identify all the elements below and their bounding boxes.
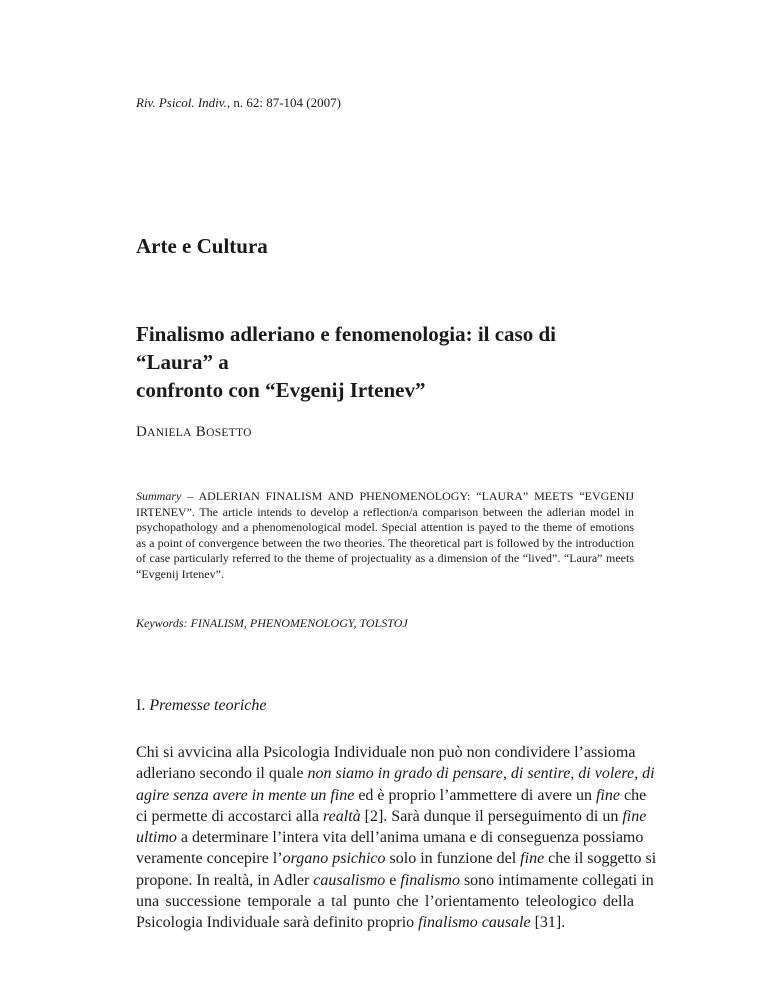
body-italic-span: fine	[622, 807, 647, 825]
body-italic-span: fine	[595, 786, 620, 804]
body-text-span: veramente concepire l’	[136, 850, 283, 868]
body-italic-span: non siamo in grado di pensare, di sentire, di volere, di	[307, 765, 655, 783]
body-italic-span: agire senza avere in mente un fine	[136, 786, 355, 804]
body-italic-span: organo psichico	[282, 850, 386, 868]
body-text-span: solo in funzione del	[385, 850, 521, 868]
keywords-text: FINALISM, PHENOMENOLOGY, TOLSTOJ	[187, 616, 408, 630]
body-italic-span: causalismo	[313, 871, 386, 889]
article-title-line-2: confronto con “Evgenij Irtenev”	[136, 378, 426, 402]
body-italic-span: finalismo causale	[418, 914, 531, 932]
body-text-span: adleriano secondo il quale	[136, 765, 308, 783]
author-first-initial: D	[136, 424, 148, 440]
article-title-line-1: Finalismo adleriano e fenomenologia: il caso di “Laura” a	[136, 322, 556, 374]
body-line-6	[136, 848, 657, 869]
section-heading	[136, 697, 266, 715]
body-line-9	[136, 912, 634, 933]
author-first-rest: ANIELA	[147, 427, 192, 439]
body-text-span: ci permette di accostarci alla	[136, 807, 324, 825]
keywords	[136, 616, 408, 631]
summary-label: Summary	[136, 489, 182, 503]
author-last-initial: B	[195, 424, 207, 440]
body-text-span: a determinare l’intera vita dell’anima umana e di conseguenza possiamo	[176, 829, 644, 847]
author-name	[136, 424, 252, 441]
body-text-span: propone. In realtà, in Adler	[136, 871, 314, 889]
body-line-3	[136, 785, 647, 806]
body-text-span: Chi si avvicina alla Psicologia Individuale non può non condividere l’assioma	[136, 744, 636, 761]
body-text-span: [2]. Sarà dunque il perseguimento di un	[360, 807, 623, 825]
journal-reference	[136, 95, 341, 111]
body-text-span: che il soggetto si	[544, 850, 657, 868]
body-text-span: [31].	[530, 914, 566, 932]
summary-text: – ADLERIAN FINALISM AND PHENOMENOLOGY: “LAURA” MEETS “EVGENIJ IRTENEV”. The article intends to develop a reflection/a comparison between the adlerian model in psychopathology and a phenomenological model. Special attention is payed to the theme of emotions as a point of convergence between the two theories. The theoretical part is followed by the introduction of case particularly referred to the theme of projectuality as a dimension of the “lived”. “Laura” meets “Evgenij Irtenev”.	[136, 489, 634, 581]
body-line-7	[136, 870, 654, 891]
body-line-2	[136, 763, 655, 784]
body-paragraph	[136, 742, 657, 934]
body-line-4	[136, 806, 647, 827]
body-text-span: sono intimamente collegati in	[459, 871, 654, 889]
summary-abstract	[136, 489, 634, 583]
body-line-8	[136, 891, 634, 912]
journal-name: Riv. Psicol. Indiv.	[136, 95, 227, 110]
section-heading-title: Premesse teoriche	[149, 697, 267, 714]
section-number: I.	[136, 697, 150, 714]
body-italic-span: realtà	[323, 807, 361, 825]
body-text-span: che	[619, 786, 647, 804]
body-text-span: una successione temporale a tal punto che l’orientamento teleologico della	[136, 893, 634, 911]
body-italic-span: ultimo	[136, 829, 177, 847]
keywords-label: Keywords:	[136, 616, 188, 630]
body-text-span: e	[385, 871, 401, 889]
section-title: Arte e Cultura	[136, 234, 268, 258]
body-line-1	[136, 742, 634, 763]
body-line-5	[136, 827, 644, 848]
body-text-span: ed è proprio l’ammettere di avere un	[354, 786, 596, 804]
body-italic-span: finalismo	[400, 871, 460, 889]
body-text-span: Psicologia Individuale sarà definito proprio	[136, 914, 419, 932]
author-last-rest: OSETTO	[206, 427, 252, 439]
body-italic-span: fine	[520, 850, 545, 868]
journal-issue: , n. 62: 87-104 (2007)	[226, 95, 341, 110]
article-title	[136, 320, 636, 404]
